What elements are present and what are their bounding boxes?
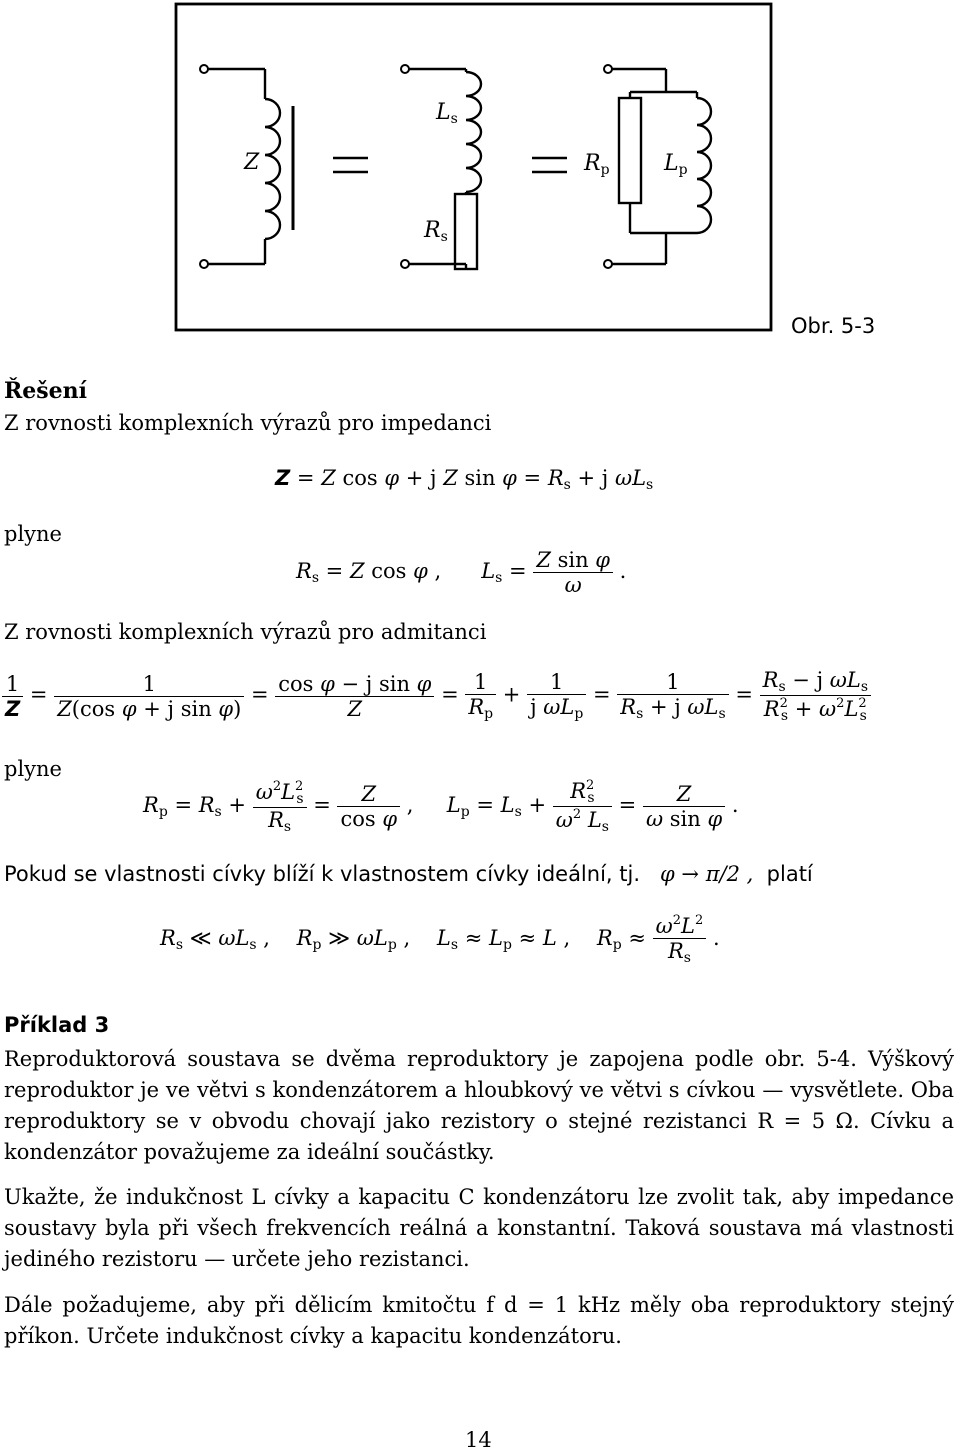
circuit-figure bbox=[0, 0, 960, 340]
page-number: 14 bbox=[465, 1428, 492, 1452]
example-heading: Příklad 3 bbox=[4, 1013, 110, 1037]
label-ls: $L_s$ bbox=[436, 100, 458, 127]
example-paragraph-1: Reproduktorová soustava se dvěma reproduktory je zapojena podle obr. 5-4. Výškový reproduktor je ve větvi s kondenzátorem a hloubkový ve větvi s cívkou — vysvětlete. Oba reproduktory se v obvodu chovají jako rezistory o stejné rezistanci R = 5 Ω. Cívku a kondenzátor považujeme za ideální součástky. bbox=[4, 1047, 954, 1164]
plyne-1: plyne bbox=[4, 522, 62, 546]
label-rp: $R_p$ bbox=[584, 151, 610, 178]
solution-heading: Řešení bbox=[4, 378, 88, 404]
solution-line-1: Z rovnosti komplexních výrazů pro impedanci bbox=[4, 411, 492, 435]
equation-rs-ls: $R_s = Z$ cos φ , $L_s$ = $\frac{\text{Z sin φ}}{\omega}$ . bbox=[296, 548, 627, 597]
equation-impedance: Z = Z cos φ + j Z $\sin \varphi = R_s + j$ $\omega L_s$ bbox=[275, 466, 654, 493]
label-z: Z bbox=[244, 150, 260, 175]
lp-coil bbox=[697, 98, 711, 233]
terminal-6 bbox=[604, 260, 612, 268]
z-coil bbox=[265, 99, 280, 239]
terminal-5 bbox=[604, 65, 612, 73]
example-paragraph-2: Ukažte, že indukčnost L cívky a kapacitu C kondenzátoru lze zvolit tak, aby impedance soustavy byla při všech frekvencích reálná a konstantní. Taková soustava má vlastnosti jediného rezistoru — určete jeho rezistanci. bbox=[4, 1185, 954, 1271]
equation-admittance: $\frac{1}{Z}$ = $\frac{1}{\text{Z(cos φ + j sin φ)}}$ = $\frac{\text{cos φ − j sin φ}}{Z}$ = $\frac{1}{R_p}$ + $\frac{1}{j \omega L_p}$ = $\frac{1}{R_s + j \omega L_s}$ = $\frac{R_s - j \omega L_s}{R^2_s + \omega^2L^2_s}$ bbox=[2, 668, 871, 724]
terminal-1 bbox=[200, 65, 208, 73]
figure-caption: Obr. 5-3 bbox=[791, 314, 876, 338]
label-lp: $L_p$ bbox=[664, 151, 688, 178]
example-paragraph-3: Dále požadujeme, aby při dělicím kmitočtu f d = 1 kHz měly oba reproduktory stejný příkon. Určete indukčnost cívky a kapacitu kondenzátoru. bbox=[4, 1293, 954, 1348]
terminal-3 bbox=[401, 65, 409, 73]
ls-coil bbox=[466, 72, 481, 192]
equation-approx: $R_s$ ≪ $\omega L_s$ , $R_p$ ≫ $\omega L_p$ , $L_s \approx L_p \approx L$ , $R_p$ ≈ $\frac{\omega^2L^2}{R_s}$ . bbox=[160, 913, 720, 966]
terminal-2 bbox=[200, 260, 208, 268]
plyne-2: plyne bbox=[4, 757, 62, 781]
equation-rp-lp: $R_p = R_s$ + $\frac{\omega^2L^2_s}{R_s}$ = $\frac{Z}{\text{cos φ}}$ , $L_p = L_s$ + $\frac{R^2_s}{\omega^2 L_s}$ = $\frac{Z}{\text{ω sin φ}}$ . bbox=[143, 778, 739, 835]
rp-resistor bbox=[619, 98, 641, 203]
ideal-coil-line: Pokud se vlastnosti cívky blíží k vlastnostem cívky ideální, tj. φ → π/2 , platí bbox=[4, 862, 813, 886]
label-rs: $R_s$ bbox=[424, 218, 448, 245]
solution-line-2: Z rovnosti komplexních výrazů pro admitanci bbox=[4, 620, 487, 644]
rs-resistor bbox=[455, 194, 477, 269]
terminal-4 bbox=[401, 260, 409, 268]
